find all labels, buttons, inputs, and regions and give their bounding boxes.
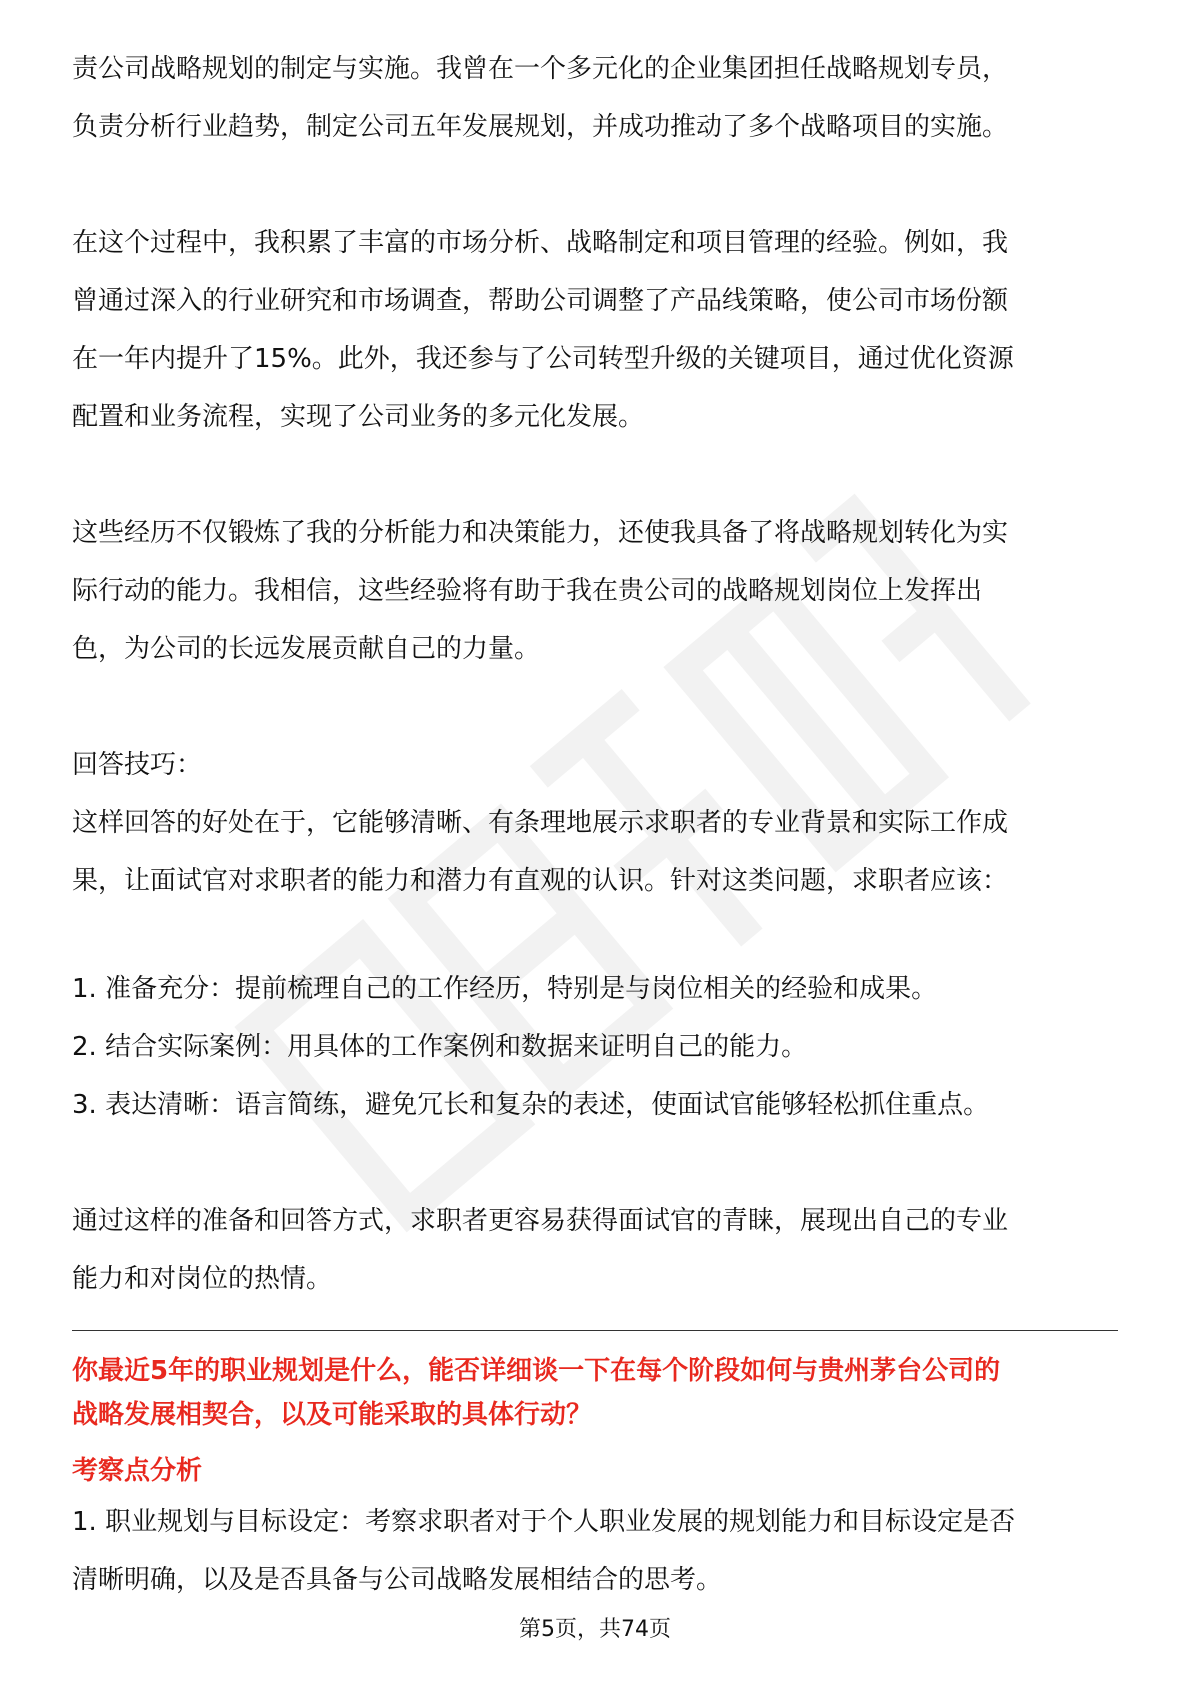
text-line: 清晰明确，以及是否具备与公司战略发展相结合的思考。: [72, 1565, 723, 1595]
list-item: 1. 准备充分：提前梳理自己的工作经历，特别是与岗位相关的经验和成果。: [72, 974, 938, 1004]
text-line: 这些经历不仅锻炼了我的分析能力和决策能力，还使我具备了将战略规划转化为实: [72, 518, 1009, 548]
text-line: 你最近5年的职业规划是什么，能否详细谈一下在每个阶段如何与贵州茅台公司的: [72, 1356, 1001, 1386]
paragraph-experience-details: [72, 214, 1118, 446]
paragraph-conclusion: [72, 1192, 1118, 1308]
text-line: 在一年内提升了15%。此外，我还参与了公司转型升级的关键项目，通过优化资源: [72, 344, 1014, 374]
text-line: 战略发展相契合，以及可能采取的具体行动？: [72, 1400, 593, 1430]
text-line: 果，让面试官对求职者的能力和潜力有直观的认识。针对这类问题，求职者应该：: [72, 866, 1009, 896]
text-line: 在这个过程中，我积累了丰富的市场分析、战略制定和项目管理的经验。例如，我: [72, 228, 1009, 258]
text-line: 1. 职业规划与目标设定：考察求职者对于个人职业发展的规划能力和目标设定是否: [72, 1507, 1016, 1537]
paragraph-tips: [72, 794, 1118, 910]
page-content: [72, 40, 1118, 1609]
analysis-title: 考察点分析: [72, 1456, 203, 1486]
paragraph-experience-summary: [72, 504, 1118, 678]
list-item: 2. 结合实际案例：用具体的工作案例和数据来证明自己的能力。: [72, 1032, 808, 1062]
page-footer: 第5页，共74页: [519, 1617, 671, 1642]
text-line: 曾通过深入的行业研究和市场调查，帮助公司调整了产品线策略，使公司市场份额: [72, 286, 1009, 316]
text-line: 色，为公司的长远发展贡献自己的力量。: [72, 634, 541, 664]
text-line: 这样回答的好处在于，它能够清晰、有条理地展示求职者的专业背景和实际工作成: [72, 808, 1009, 838]
text-line: 配置和业务流程，实现了公司业务的多元化发展。: [72, 402, 645, 432]
tips-list: [72, 960, 1118, 1134]
tips-label: 回答技巧：: [72, 750, 203, 780]
analysis-item: [72, 1493, 1118, 1609]
question-heading: [72, 1349, 1118, 1437]
paragraph-experience-intro: [72, 40, 1118, 156]
text-line: 通过这样的准备和回答方式，求职者更容易获得面试官的青睐，展现出自己的专业: [72, 1206, 1009, 1236]
list-item: 3. 表达清晰：语言简练，避免冗长和复杂的表述，使面试官能够轻松抓住重点。: [72, 1090, 990, 1120]
text-line: 际行动的能力。我相信，这些经验将有助于我在贵公司的战略规划岗位上发挥出: [72, 576, 983, 606]
text-line: 负责分析行业趋势，制定公司五年发展规划，并成功推动了多个战略项目的实施。: [72, 112, 1009, 142]
text-line: 能力和对岗位的热情。: [72, 1264, 333, 1294]
text-line: 责公司战略规划的制定与实施。我曾在一个多元化的企业集团担任战略规划专员，: [72, 54, 1009, 84]
section-divider: [72, 1330, 1118, 1331]
